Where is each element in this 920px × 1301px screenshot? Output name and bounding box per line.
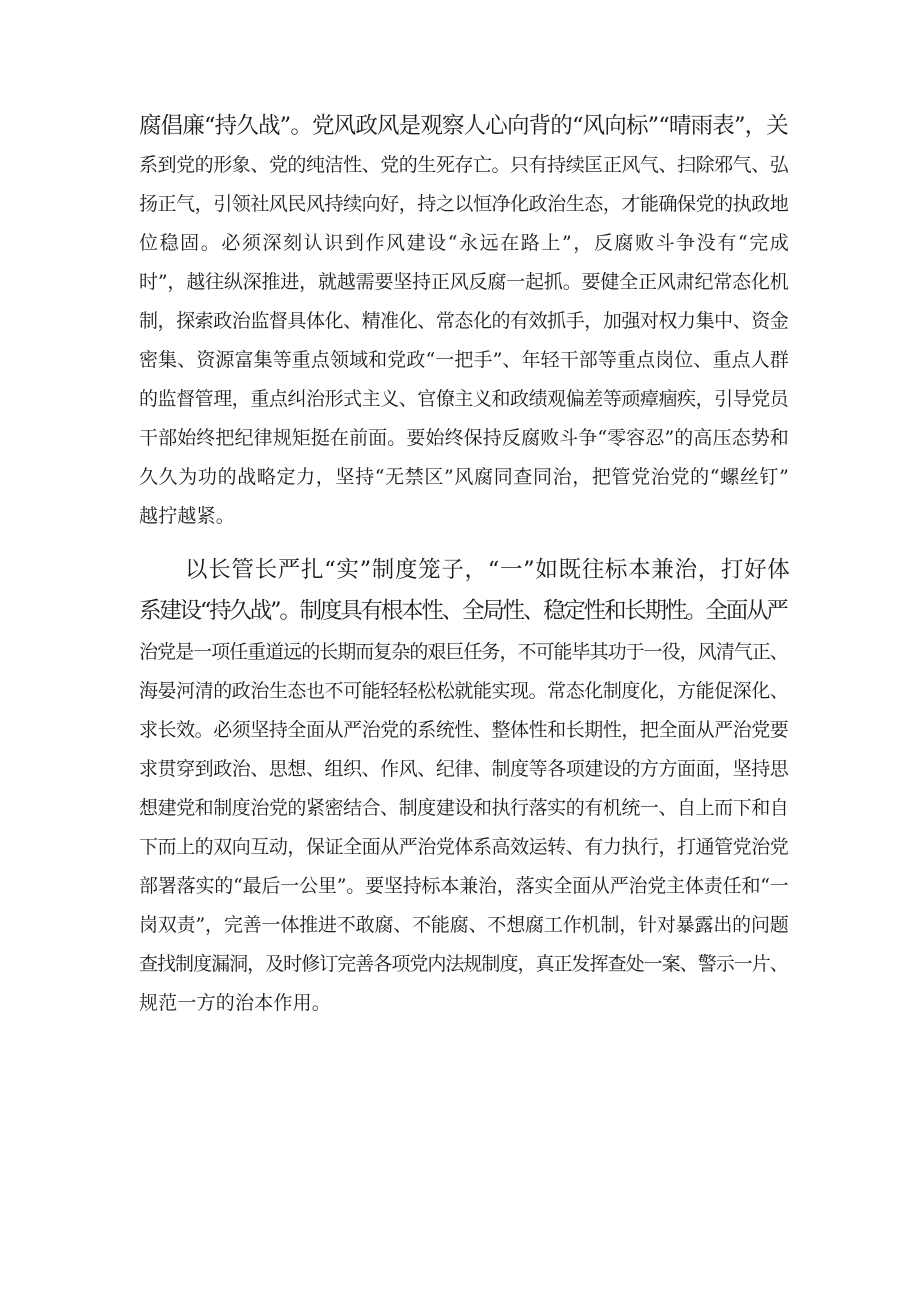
paragraph-line: 密集、资源富集等重点领域和党政“一把手”、年轻干部等重点岗位、重点人群 bbox=[139, 349, 789, 371]
paragraph-line: 腐倡廉“持久战”。党风政风是观察人心向背的“风向标”“晴雨表”，关 bbox=[139, 113, 788, 139]
paragraph-line: 治党是一项任重道远的长期而复杂的艰巨任务，不可能毕其功于一役，风清气正、 bbox=[139, 641, 788, 663]
paragraph-line: 系建设“持久战”。制度具有根本性、全局性、稳定性和长期性。全面从严 bbox=[139, 598, 787, 624]
paragraph-line: 规范一方的治本作用。 bbox=[139, 992, 332, 1014]
paragraph-line: 以长管长严扎“实”制度笼子，“一”如既往标本兼治，打好体 bbox=[185, 557, 791, 583]
paragraph-line: 的监督管理，重点纠治形式主义、官僚主义和政绩观偏差等顽瘴痼疾，引导党员 bbox=[139, 388, 789, 410]
paragraph-line: 求贯穿到政治、思想、组织、作风、纪律、制度等各项建设的方方面面，坚持思 bbox=[139, 758, 789, 780]
paragraph-line: 海晏河清的政治生态也不可能轻轻松松就能实现。常态化制度化，方能促深化、 bbox=[139, 680, 789, 702]
paragraph-line: 位稳固。必须深刻认识到作风建设“永远在路上”，反腐败斗争没有“完成 bbox=[139, 232, 791, 254]
paragraph-line: 部署落实的“最后一公里”。要坚持标本兼治，落实全面从严治党主体责任和“一 bbox=[139, 875, 789, 897]
paragraph-line: 干部始终把纪律规矩挺在前面。要始终保持反腐败斗争“零容忍”的高压态势和 bbox=[139, 427, 789, 449]
paragraph-line: 想建党和制度治党的紧密结合、制度建设和执行落实的有机统一、自上而下和自 bbox=[139, 797, 789, 819]
paragraph-line: 扬正气，引领社风民风持续向好，持之以恒净化政治生态，才能确保党的执政地 bbox=[139, 193, 789, 215]
paragraph-line: 求长效。必须坚持全面从严治党的系统性、整体性和长期性，把全面从严治党要 bbox=[139, 719, 789, 741]
paragraph-line: 制，探索政治监督具体化、精准化、常态化的有效抓手，加强对权力集中、资金 bbox=[139, 310, 789, 332]
paragraph-line: 时”，越往纵深推进，就越需要坚持正风反腐一起抓。要健全正风肃纪常态化机 bbox=[139, 271, 789, 293]
paragraph-line: 越拧越紧。 bbox=[139, 505, 236, 527]
paragraph-line: 查找制度漏洞，及时修订完善各项党内法规制度，真正发挥查处一案、警示一片、 bbox=[139, 953, 788, 975]
paragraph-line: 下而上的双向互动，保证全面从严治党体系高效运转、有力执行，打通管党治党 bbox=[139, 836, 789, 858]
paragraph-line: 久久为功的战略定力，坚持“无禁区”风腐同查同治，把管党治党的“螺丝钉” bbox=[139, 466, 790, 488]
paragraph-line: 岗双责”，完善一体推进不敢腐、不能腐、不想腐工作机制，针对暴露出的问题 bbox=[139, 914, 789, 936]
paragraph-line: 系到党的形象、党的纯洁性、党的生死存亡。只有持续匡正风气、扫除邪气、弘 bbox=[139, 154, 789, 176]
